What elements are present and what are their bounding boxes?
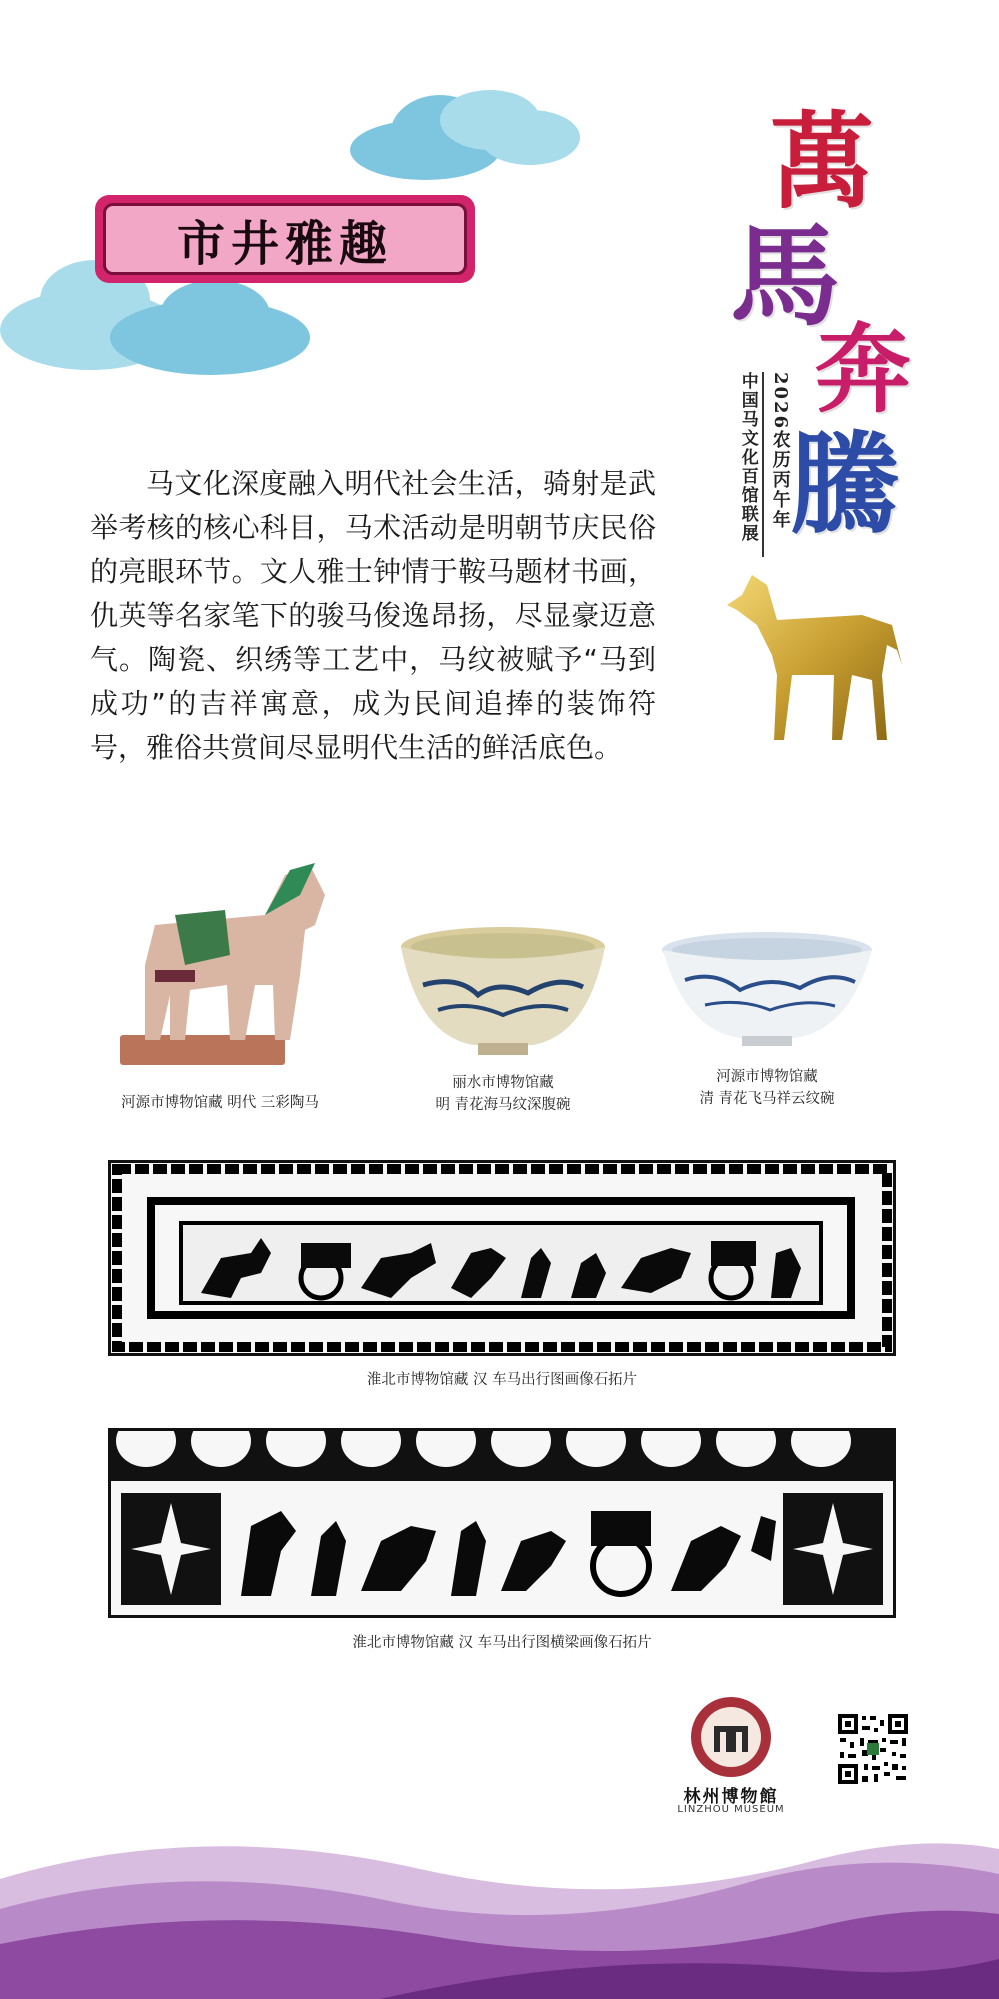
heading-subtitle-exhibition: 中国马文化百馆联展 xyxy=(737,372,758,543)
sancai-horse-image xyxy=(115,855,325,1070)
rubbing-1-caption: 淮北市博物馆藏 汉 车马出行图画像石拓片 xyxy=(366,1372,638,1388)
artifact-1-caption: 河源市博物馆藏 明代 三彩陶马 xyxy=(121,1095,319,1111)
artifact-3-caption-line1: 河源市博物馆藏 xyxy=(716,1069,818,1085)
flying-horse-bowl-image xyxy=(660,930,875,1050)
cloud-top-right xyxy=(350,90,580,180)
intro-paragraph: 马文化深度融入明代社会生活，骑射是武举考核的核心科目，马术活动是明朝节庆民俗的亮眼环节。文人雅士钟情于鞍马题材书画，仇英等名家笔下的骏马俊逸昂扬，尽显豪迈意气。陶瓷、织绣等工艺中，马纹被赋予“马到成功”的吉祥寓意，成为民间追捧的装饰符号，雅俗共赏间尽显明代生活的鲜活底色。 xyxy=(90,467,656,764)
heading-char-2: 馬 xyxy=(730,212,840,341)
artifact-3-caption-line2: 清 青花飞马祥云纹碗 xyxy=(699,1091,835,1107)
heading-char-3: 奔 xyxy=(815,313,911,426)
bottom-wave-decoration xyxy=(0,1819,999,1999)
heading-subtitle-year: 2026农历丙午年 xyxy=(769,372,791,531)
heading-char-1: 萬 xyxy=(770,100,875,223)
rubbing-1-frame xyxy=(108,1160,896,1356)
section-title: 市井雅趣 xyxy=(176,215,393,272)
museum-name-en: LINZHOU MUSEUM xyxy=(677,1804,785,1815)
rubbing-1-image xyxy=(111,1163,893,1353)
rubbing-2-frame xyxy=(108,1428,896,1618)
rubbing-2-image xyxy=(111,1431,893,1615)
artifact-2-caption-line2: 明 青花海马纹深腹碗 xyxy=(435,1097,571,1113)
heading-divider xyxy=(762,372,764,557)
golden-horse-image xyxy=(722,565,914,745)
museum-seal-icon xyxy=(690,1696,772,1778)
artifact-2-caption-line1: 丽水市博物馆藏 xyxy=(452,1075,554,1091)
museum-name-cn: 林州博物館 xyxy=(683,1787,779,1807)
seahorse-bowl-image xyxy=(398,925,608,1060)
heading-char-4: 騰 xyxy=(790,420,900,549)
rubbing-2-caption: 淮北市博物馆藏 汉 车马出行图横梁画像石拓片 xyxy=(352,1635,652,1651)
qr-code-icon xyxy=(836,1712,910,1786)
